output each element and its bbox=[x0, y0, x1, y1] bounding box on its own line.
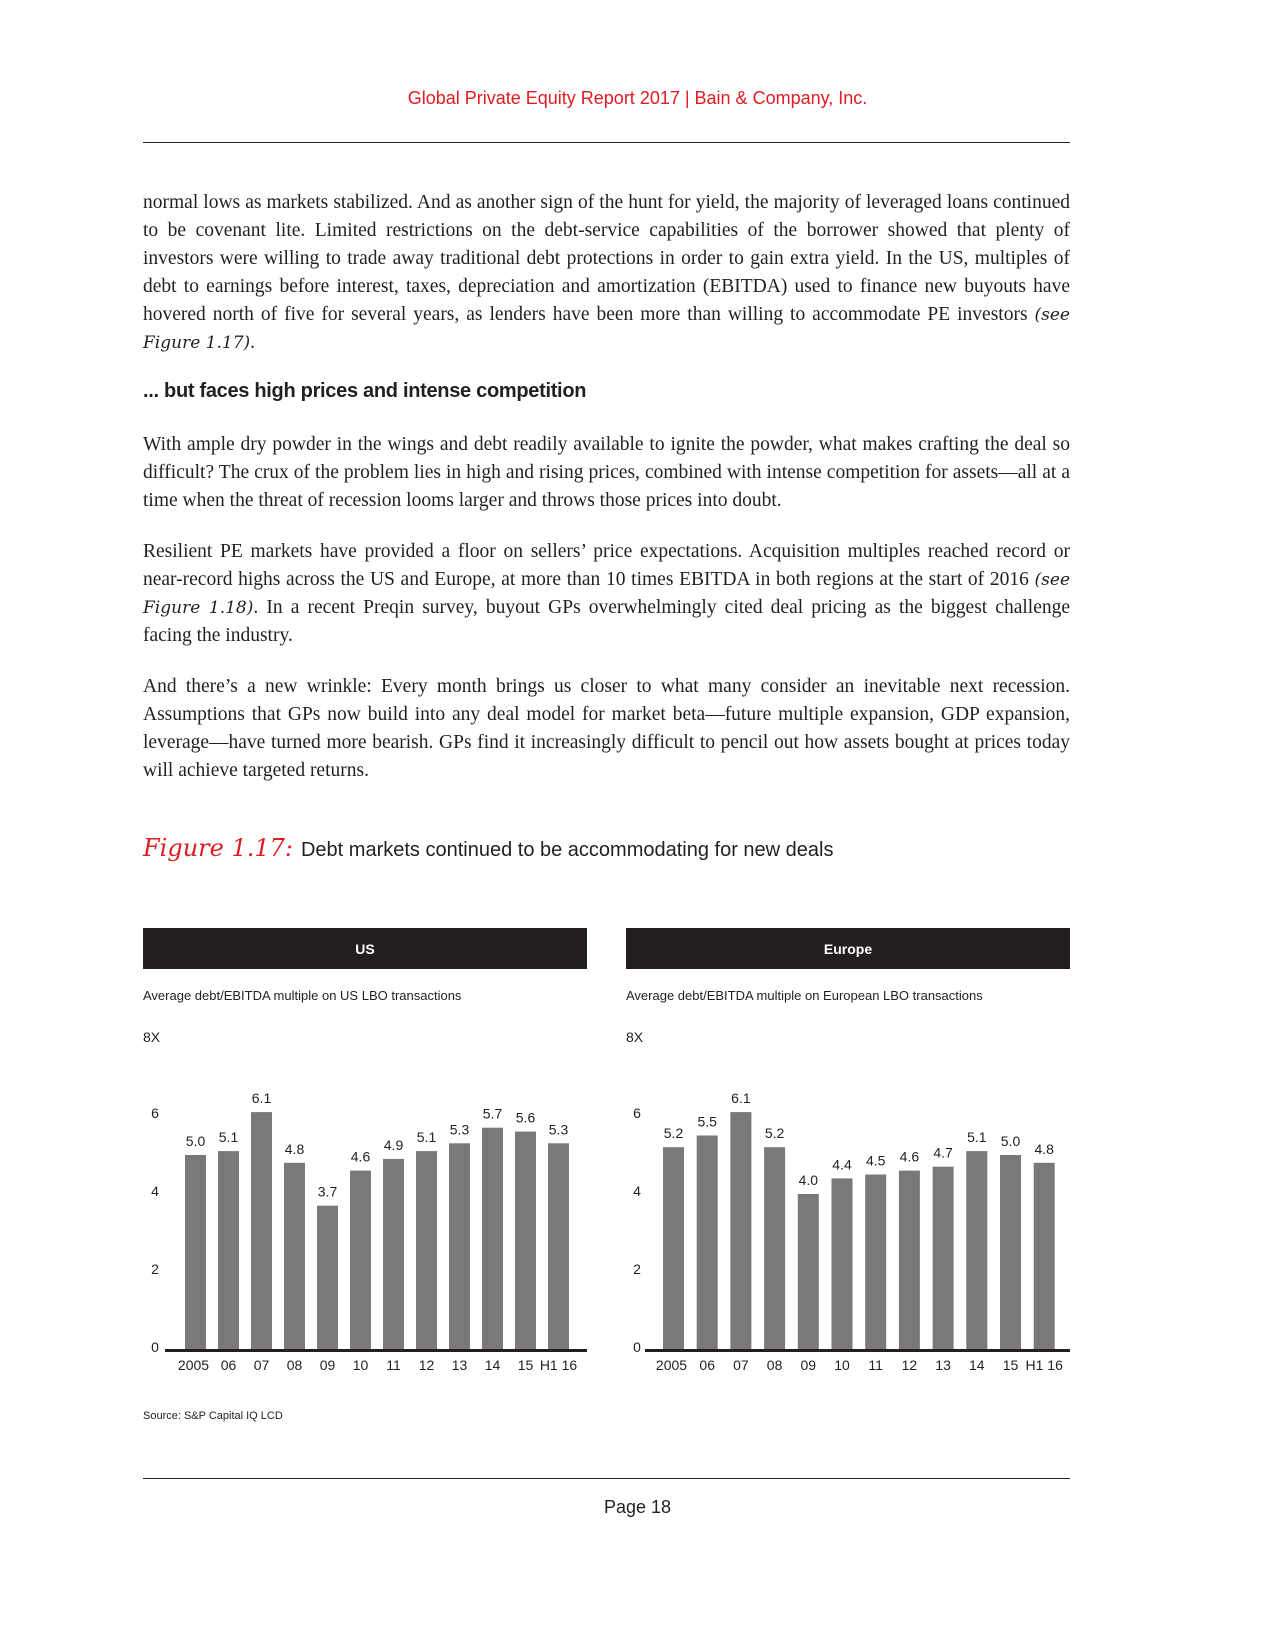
bar-value-label: 5.2 bbox=[764, 1125, 785, 1142]
y-axis-unit-label: 8X bbox=[626, 1029, 644, 1045]
y-tick-label: 0 bbox=[151, 1339, 159, 1355]
bar-value-label: 5.1 bbox=[416, 1129, 437, 1146]
bar-value-label: 5.5 bbox=[697, 1113, 717, 1130]
figure-title bbox=[143, 834, 834, 862]
paragraph-2 bbox=[143, 431, 1070, 515]
running-header: Global Private Equity Report 2017 | Bain & Company, Inc. bbox=[407, 88, 868, 108]
bar bbox=[730, 1112, 751, 1350]
figure-reference: (see Figure 1.17) bbox=[143, 305, 1070, 353]
paragraph-text: With ample dry powder in the wings and debt readily available to ignite the powder, what makes crafting the deal so difficult? The crux of the problem lies in high and rising prices, combined with intense competition for assets—all at a time when the threat of recession looms larger and throws those prices into doubt. bbox=[143, 434, 1070, 511]
y-tick-label: 0 bbox=[633, 1339, 641, 1355]
x-tick-label: 11 bbox=[386, 1357, 401, 1373]
bar-value-label: 5.7 bbox=[482, 1105, 503, 1122]
bar-value-label: 6.1 bbox=[731, 1090, 751, 1107]
bar bbox=[966, 1151, 987, 1350]
us-panel-header: US bbox=[143, 928, 587, 969]
bar bbox=[251, 1112, 272, 1350]
x-tick-label: 14 bbox=[969, 1357, 985, 1373]
bar-value-label: 5.1 bbox=[967, 1129, 987, 1146]
figure-reference: (see Figure 1.18) bbox=[143, 570, 1071, 618]
bar-value-label: 5.2 bbox=[663, 1125, 684, 1142]
bar-value-label: 4.7 bbox=[933, 1144, 953, 1161]
y-tick-label: 2 bbox=[633, 1261, 641, 1277]
y-tick-label: 4 bbox=[633, 1183, 641, 1199]
bar bbox=[764, 1147, 785, 1350]
x-tick-label: 10 bbox=[834, 1357, 850, 1373]
x-tick-label: 08 bbox=[766, 1357, 783, 1373]
us-bar-chart bbox=[143, 1020, 587, 1390]
x-tick-label: 13 bbox=[451, 1357, 468, 1373]
bar bbox=[350, 1171, 371, 1350]
x-tick-label: 13 bbox=[935, 1357, 951, 1373]
paragraph-text: And there’s a new wrinkle: Every month brings us closer to what many consider an inevitable next recession. Assumptions that GPs now build into any deal model for market beta—future multiple expansion, GDP expansion, leverage—have turned more bearish. GPs find it increasingly difficult to pencil out how assets bought at prices today will achieve targeted returns. bbox=[143, 676, 1070, 781]
bar bbox=[798, 1194, 819, 1350]
x-tick-label: 12 bbox=[418, 1357, 435, 1373]
bar bbox=[284, 1163, 305, 1350]
bar-value-label: 5.0 bbox=[185, 1133, 206, 1149]
x-tick-label: 06 bbox=[220, 1357, 237, 1373]
bar bbox=[899, 1171, 920, 1350]
bar-value-label: 4.6 bbox=[899, 1148, 920, 1165]
x-tick-label: 2005 bbox=[655, 1357, 688, 1373]
x-tick-label: H1 16 bbox=[539, 1357, 578, 1373]
bar bbox=[449, 1143, 470, 1350]
bar-value-label: 5.3 bbox=[548, 1121, 569, 1138]
bar bbox=[832, 1178, 853, 1350]
y-axis-unit-label: 8X bbox=[143, 1029, 161, 1045]
x-tick-label: 06 bbox=[699, 1357, 715, 1373]
bar-value-label: 6.1 bbox=[251, 1090, 272, 1107]
us-chart-subtitle: Average debt/EBITDA multiple on US LBO transactions bbox=[143, 988, 462, 1003]
paragraph-text: . bbox=[250, 332, 256, 353]
bar bbox=[482, 1128, 503, 1350]
bar-value-label: 4.6 bbox=[350, 1148, 371, 1165]
y-tick-label: 4 bbox=[151, 1183, 159, 1199]
bar-value-label: 4.8 bbox=[1034, 1140, 1054, 1157]
x-tick-label: 10 bbox=[352, 1357, 369, 1373]
figure-title-text: Debt markets continued to be accommodating for new deals bbox=[300, 839, 834, 861]
y-tick-label: 6 bbox=[633, 1105, 641, 1121]
page-number: Page 18 bbox=[603, 1497, 672, 1517]
bar-value-label: 5.0 bbox=[1000, 1133, 1021, 1149]
bar bbox=[515, 1132, 536, 1350]
figure-number: Figure 1.17: bbox=[143, 834, 293, 862]
x-tick-label: 15 bbox=[517, 1357, 534, 1373]
bar-value-label: 5.3 bbox=[449, 1121, 470, 1138]
x-tick-label: H1 16 bbox=[1025, 1357, 1063, 1373]
x-tick-label: 07 bbox=[733, 1357, 749, 1373]
x-tick-label: 08 bbox=[286, 1357, 303, 1373]
bar bbox=[185, 1155, 206, 1350]
bar bbox=[1000, 1155, 1021, 1350]
bar-value-label: 4.0 bbox=[798, 1172, 819, 1188]
bar-value-label: 4.4 bbox=[832, 1156, 852, 1173]
bar-value-label: 3.7 bbox=[317, 1183, 338, 1200]
europe-chart-subtitle: Average debt/EBITDA multiple on European LBO transactions bbox=[626, 988, 983, 1003]
x-tick-label: 15 bbox=[1002, 1357, 1019, 1373]
y-tick-label: 2 bbox=[151, 1261, 159, 1277]
bar bbox=[548, 1143, 569, 1350]
bar-value-label: 4.5 bbox=[865, 1152, 886, 1169]
paragraph-4 bbox=[143, 673, 1070, 785]
bar bbox=[218, 1151, 239, 1350]
bar bbox=[416, 1151, 437, 1350]
europe-bar-chart bbox=[626, 1020, 1070, 1390]
bar bbox=[317, 1206, 338, 1350]
bar bbox=[663, 1147, 684, 1350]
bar bbox=[865, 1175, 886, 1351]
x-tick-label: 14 bbox=[484, 1357, 501, 1373]
bar bbox=[383, 1159, 404, 1350]
footer-rule bbox=[143, 1478, 1070, 1479]
paragraph-1 bbox=[143, 189, 1070, 357]
x-axis-line bbox=[165, 1349, 587, 1352]
y-tick-label: 6 bbox=[151, 1105, 159, 1121]
bar-value-label: 4.8 bbox=[284, 1140, 305, 1157]
figure-source: Source: S&P Capital IQ LCD bbox=[143, 1410, 283, 1422]
x-axis-line bbox=[645, 1349, 1070, 1352]
bar-value-label: 5.1 bbox=[218, 1129, 239, 1146]
paragraph-text: Resilient PE markets have provided a floor on sellers’ price expectations. Acquisition multiples reached record or near-record highs across the US and Europe, at more than 10 times EBITDA in both regions at the start of 2016 bbox=[143, 541, 1070, 590]
bar-value-label: 5.6 bbox=[515, 1109, 536, 1126]
bar bbox=[1034, 1163, 1055, 1350]
x-tick-label: 12 bbox=[901, 1357, 918, 1373]
x-tick-label: 2005 bbox=[177, 1357, 210, 1373]
x-tick-label: 11 bbox=[868, 1357, 883, 1373]
paragraph-3 bbox=[143, 538, 1070, 650]
paragraph-text: normal lows as markets stabilized. And as another sign of the hunt for yield, the majority of leveraged loans continued to be covenant lite. Limited restrictions on the debt-service capabilities of the borrower showed that plenty of investors were willing to trade away traditional debt protections in order to gain extra yield. In the US, multiples of debt to earnings before interest, taxes, depreciation and amortization (EBITDA) used to finance new buyouts have hovered north of five for several years, as lenders have been more than willing to accommodate PE investors bbox=[143, 192, 1070, 325]
section-subheading: ... but faces high prices and intense competition bbox=[143, 380, 587, 402]
europe-panel-header: Europe bbox=[626, 928, 1070, 969]
x-tick-label: 07 bbox=[253, 1357, 270, 1373]
x-tick-label: 09 bbox=[800, 1357, 817, 1373]
bar bbox=[933, 1167, 954, 1350]
x-tick-label: 09 bbox=[319, 1357, 336, 1373]
bar bbox=[697, 1136, 718, 1351]
paragraph-text: . In a recent Preqin survey, buyout GPs overwhelmingly cited deal pricing as the biggest challenge facing the industry. bbox=[143, 597, 1071, 646]
header-rule bbox=[143, 142, 1070, 143]
bar-value-label: 4.9 bbox=[383, 1136, 404, 1153]
